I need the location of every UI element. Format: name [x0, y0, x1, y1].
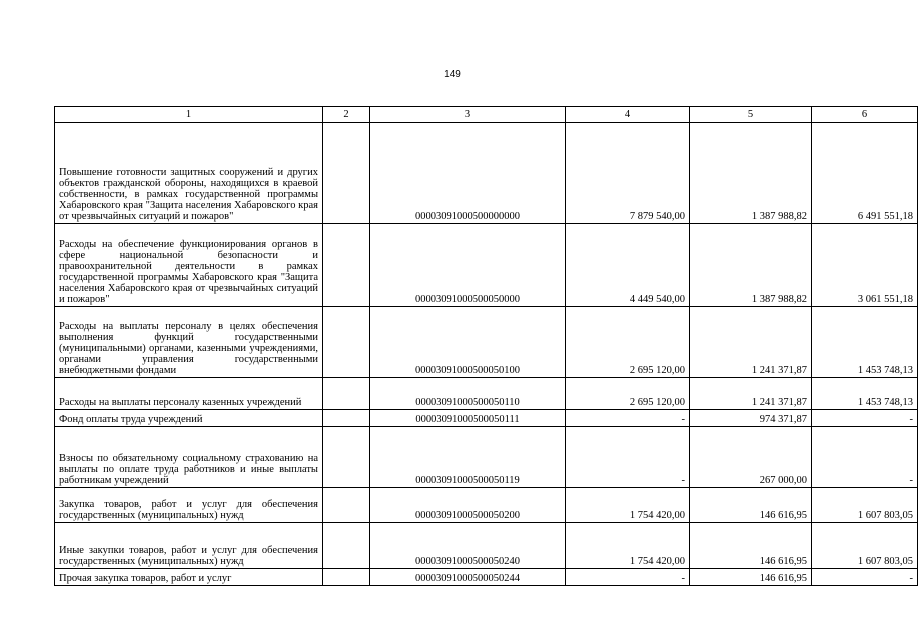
row-name: Расходы на обеспечение функционирования органов в сфере национальной безопасности и правоохранительной деятельности в рамках государственной программы Хабаровского края "Защита населения Хабаровского края от чрезвычайных ситуаций и пожаров" [55, 224, 323, 307]
row-value-4: 1 754 420,00 [566, 523, 690, 569]
row-col2 [323, 224, 370, 307]
row-value-4: - [566, 410, 690, 427]
row-value-4: - [566, 427, 690, 488]
row-value-4: - [566, 569, 690, 586]
row-value-5: 1 241 371,87 [690, 307, 812, 378]
row-value-5: 267 000,00 [690, 427, 812, 488]
row-name: Фонд оплаты труда учреждений [55, 410, 323, 427]
row-code: 00003091000500000000 [370, 123, 566, 224]
row-value-6: - [812, 410, 918, 427]
table-row [55, 224, 918, 307]
row-col2 [323, 307, 370, 378]
row-col2 [323, 123, 370, 224]
row-value-6: 6 491 551,18 [812, 123, 918, 224]
row-value-4: 2 695 120,00 [566, 307, 690, 378]
row-col2 [323, 523, 370, 569]
header-row [55, 107, 918, 123]
row-name: Взносы по обязательному социальному страхованию на выплаты по оплате труда работников и иные выплаты работникам учреждений [55, 427, 323, 488]
row-name: Закупка товаров, работ и услуг для обеспечения государственных (муниципальных) нужд [55, 488, 323, 523]
row-value-6: 1 453 748,13 [812, 307, 918, 378]
row-value-5: 1 387 988,82 [690, 224, 812, 307]
header-cell-3: 3 [370, 107, 566, 123]
row-name: Расходы на выплаты персоналу казенных учреждений [55, 378, 323, 410]
row-code: 00003091000500050110 [370, 378, 566, 410]
table-row [55, 488, 918, 523]
row-code: 00003091000500050240 [370, 523, 566, 569]
row-code: 00003091000500050200 [370, 488, 566, 523]
row-value-5: 146 616,95 [690, 523, 812, 569]
row-value-6: 1 607 803,05 [812, 523, 918, 569]
row-value-5: 146 616,95 [690, 569, 812, 586]
page-number: 149 [444, 69, 461, 80]
row-code: 00003091000500050244 [370, 569, 566, 586]
row-code: 00003091000500050100 [370, 307, 566, 378]
row-value-4: 2 695 120,00 [566, 378, 690, 410]
row-name: Повышение готовности защитных сооружений и других объектов гражданской обороны, находящихся в краевой собственности, в рамках государственной программы Хабаровского края "Защита населения Хабаровского края от чрезвычайных ситуаций и пожаров" [55, 123, 323, 224]
row-value-6: - [812, 569, 918, 586]
table-row [55, 410, 918, 427]
row-name: Прочая закупка товаров, работ и услуг [55, 569, 323, 586]
row-code: 00003091000500050111 [370, 410, 566, 427]
table-row [55, 307, 918, 378]
header-cell-4: 4 [566, 107, 690, 123]
table-row [55, 569, 918, 586]
row-col2 [323, 378, 370, 410]
row-value-4: 7 879 540,00 [566, 123, 690, 224]
table-row [55, 123, 918, 224]
row-col2 [323, 427, 370, 488]
row-value-6: 3 061 551,18 [812, 224, 918, 307]
header-cell-6: 6 [812, 107, 918, 123]
row-value-4: 1 754 420,00 [566, 488, 690, 523]
table-row [55, 378, 918, 410]
header-cell-2: 2 [323, 107, 370, 123]
row-value-6: 1 453 748,13 [812, 378, 918, 410]
row-value-6: - [812, 427, 918, 488]
row-col2 [323, 410, 370, 427]
row-code: 00003091000500050000 [370, 224, 566, 307]
table-row [55, 523, 918, 569]
header-cell-1: 1 [55, 107, 323, 123]
row-value-5: 1 241 371,87 [690, 378, 812, 410]
row-col2 [323, 488, 370, 523]
budget-table [54, 106, 918, 586]
row-value-5: 1 387 988,82 [690, 123, 812, 224]
header-cell-5: 5 [690, 107, 812, 123]
row-name: Расходы на выплаты персоналу в целях обеспечения выполнения функций государственными (муниципальными) органами, казенными учреждениями, органами управления государственными внебюджетными фондами [55, 307, 323, 378]
row-value-6: 1 607 803,05 [812, 488, 918, 523]
row-value-5: 974 371,87 [690, 410, 812, 427]
row-name: Иные закупки товаров, работ и услуг для обеспечения государственных (муниципальных) нужд [55, 523, 323, 569]
row-col2 [323, 569, 370, 586]
row-value-5: 146 616,95 [690, 488, 812, 523]
row-code: 00003091000500050119 [370, 427, 566, 488]
row-value-4: 4 449 540,00 [566, 224, 690, 307]
table-row [55, 427, 918, 488]
